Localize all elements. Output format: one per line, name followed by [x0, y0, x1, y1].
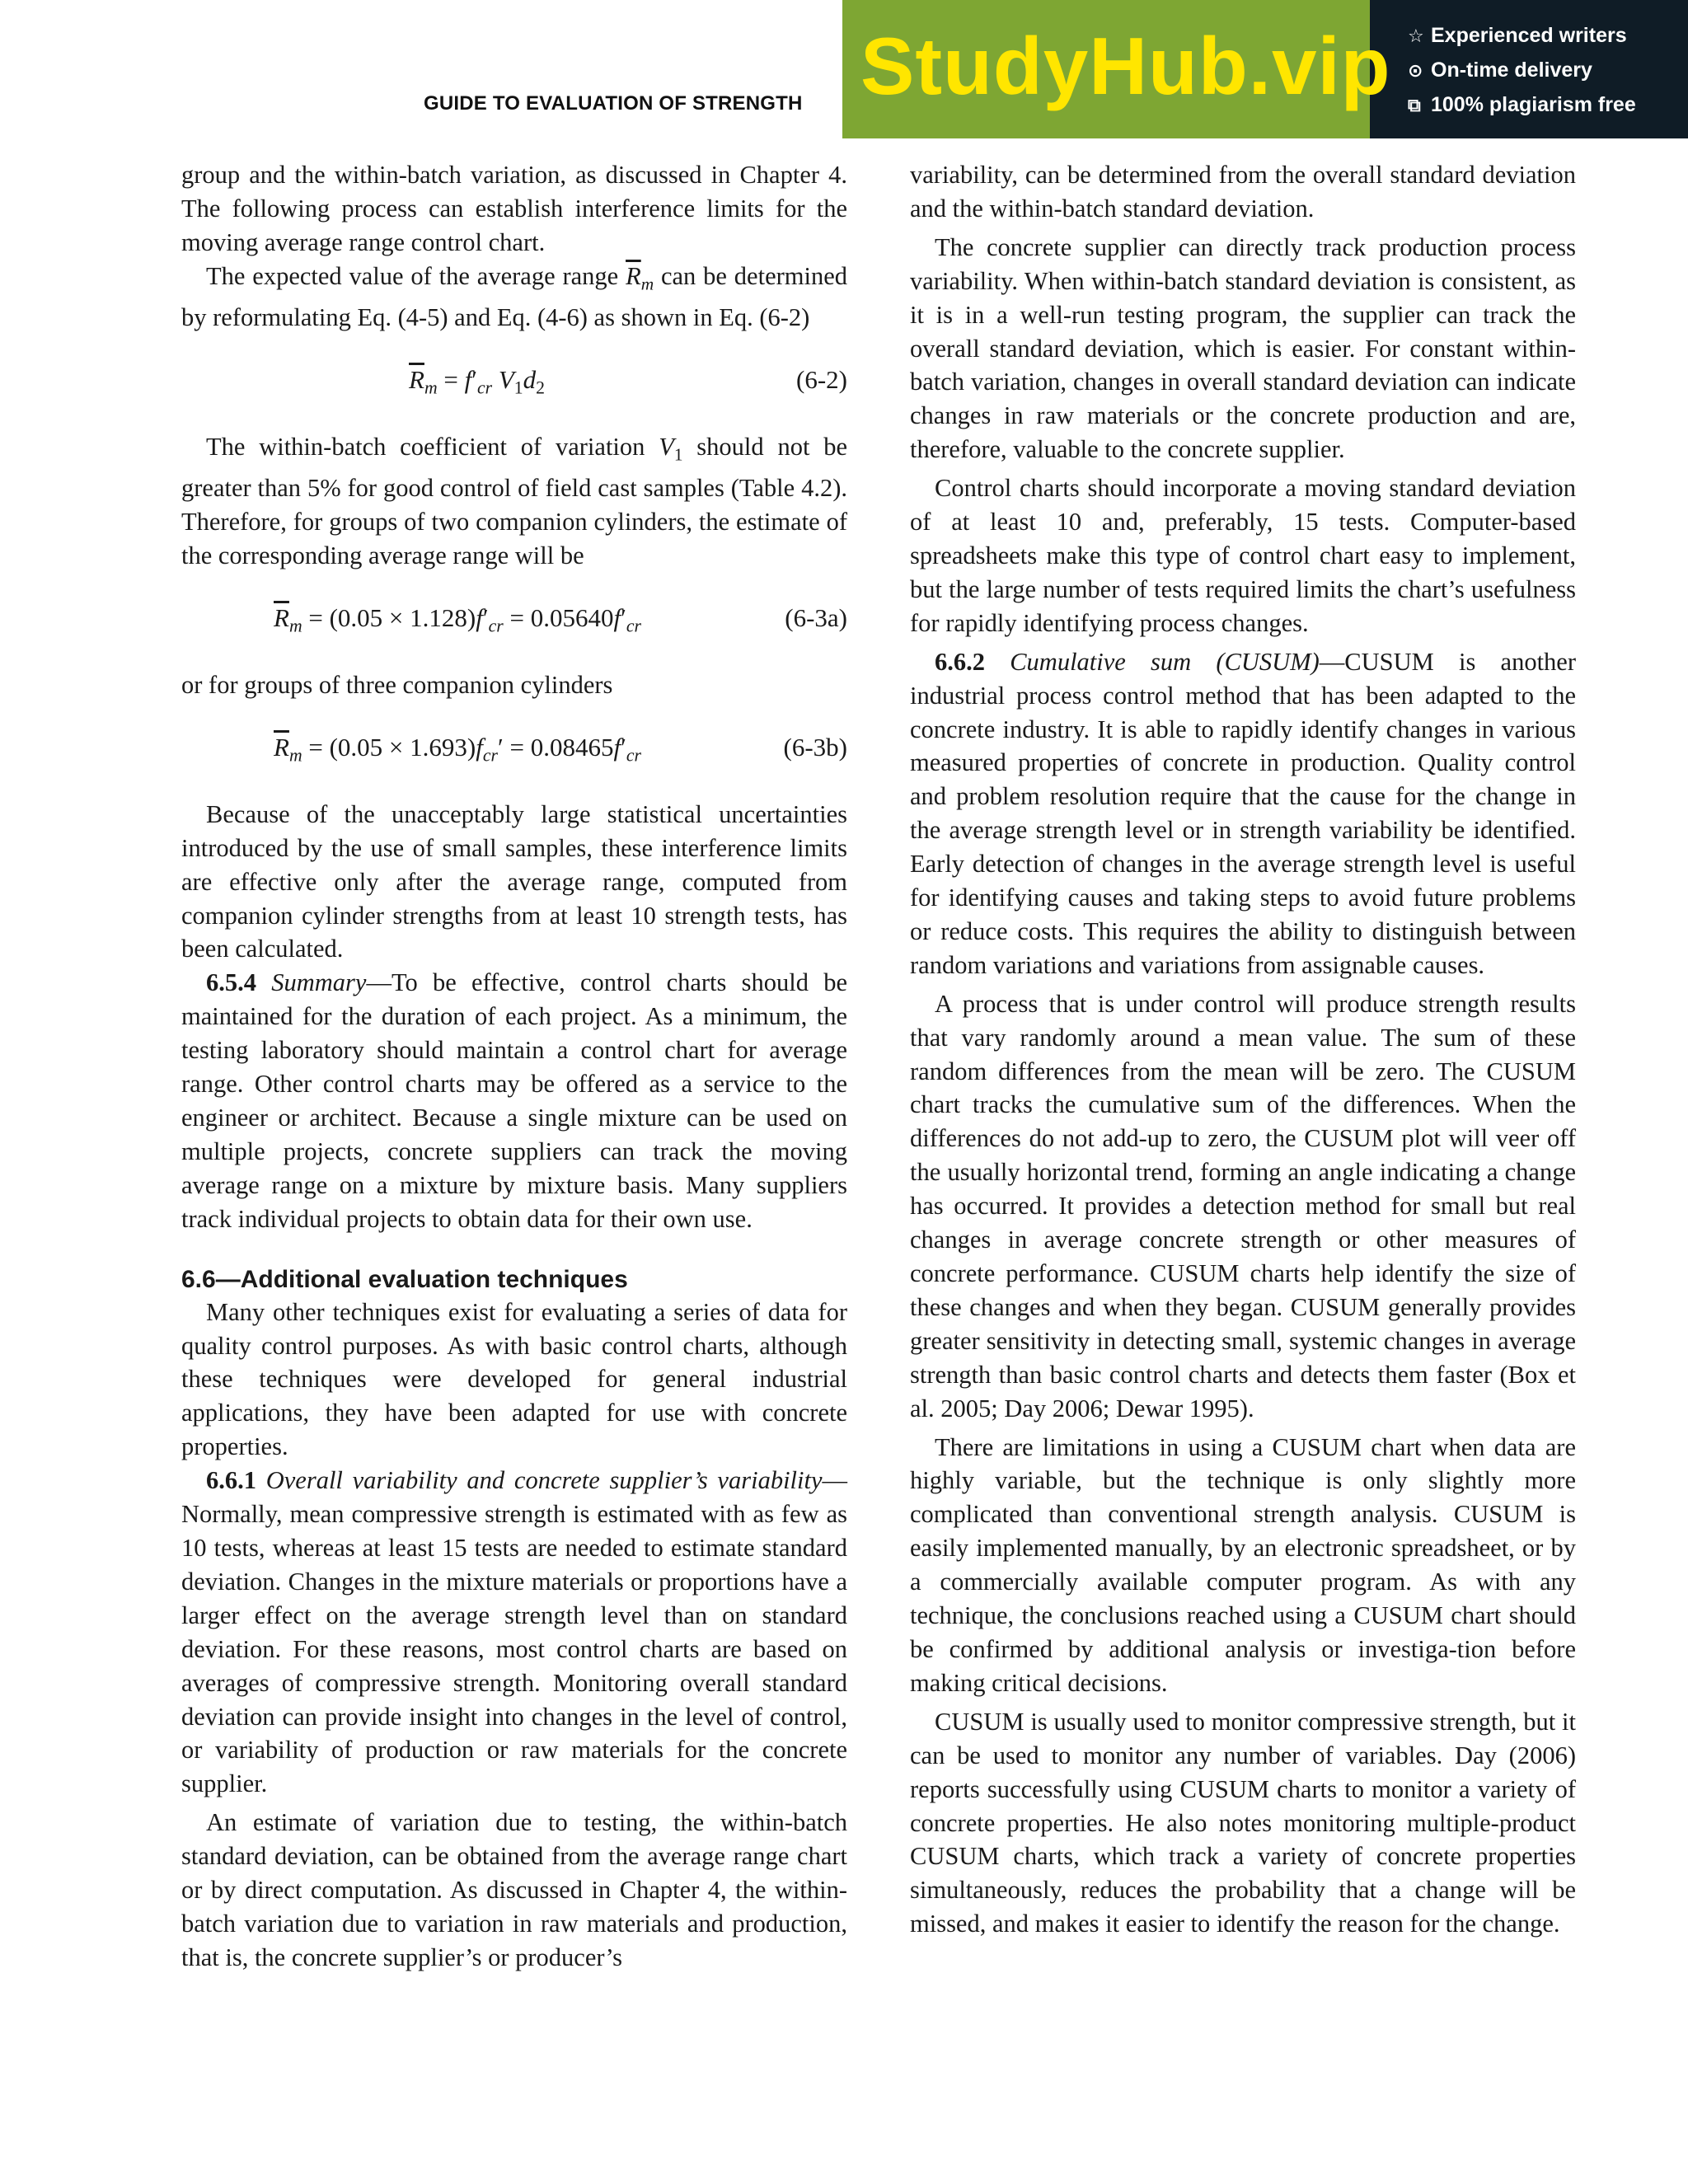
paragraph: Many other techniques exist for evaluating a series of data for quality control purposes. As with basic control charts, although these techniques were developed for general industrial applications, they have been adapted for use with concrete properties. — [181, 1297, 847, 1461]
banner-feature-label: On-time delivery — [1431, 59, 1592, 82]
equation-6-3a: $\overline{R}_m = (0.05 \times 1.128)f'_{cr} = 0.05640f'_{cr}$ (6-3a) — [181, 596, 847, 640]
paragraph: group and the within-batch variation, as discussed in Chapter 4. The following process can establish interference limits for the moving average range control chart. — [181, 161, 847, 256]
copy-icon: ⧉ — [1408, 95, 1421, 115]
paragraph: or for groups of three companion cylinders — [181, 670, 613, 699]
section-heading: 6.6—Additional evaluation techniques — [181, 1265, 628, 1293]
paragraph: 6.5.4 Summary—To be effective, control charts should be maintained for the duration of each project. As a minimum, the testing laboratory should maintain a control chart for average range. Other control charts may be offered as a service to the engineer or architect. Because a single mixture can be used on multiple projects, concrete suppliers can track the moving average range on a mixture by mixture basis. Many suppliers track individual projects to obtain data for their own use. — [181, 968, 848, 1233]
paragraph: A process that is under control will produce strength results that vary randomly around a mean value. The sum of these random differences from the mean will be zero. The CUSUM chart tracks the cumulative sum of the differences. When the differences do not add-up to zero, the CUSUM plot will veer off the usually horizontal trend, forming an angle indicating a change has occurred. It provides a detection method for small but real changes in average concrete strength or other measures of concrete performance. CUSUM charts help identify the size of these changes and when they began. CUSUM generally provides greater sensitivity in detecting small, systemic changes in average strength than basic control charts and detects them faster (Box et al. 2005; Day 2006; Dewar 1995). — [910, 989, 1576, 1422]
left-column — [181, 158, 847, 1975]
paragraph: An estimate of variation due to testing, the within-batch standard deviation, can be obtained from the average range chart or by direct computation. As discussed in Chapter 4, the within-batch variation due to variation in raw materials and production, that is, the concrete supplier’s or producer’s — [181, 1808, 847, 1971]
paragraph: The concrete supplier can directly track production process variability. When within-batch standard deviation is consistent, as it is in a well-run testing program, the supplier can track the overall standard deviation, which is easier. For constant within-batch variation, changes in overall standard deviation can indicate changes in raw materials or the concrete production and are, therefore, valuable to the concrete supplier. — [910, 232, 1576, 464]
paragraph: 6.6.1 Overall variability and concrete supplier’s variability—Normally, mean compressive strength is estimated with as few as 10 tests, whereas at least 15 tests are needed to estimate standard deviation. Changes in the mixture materials or proportions have a larger effect on the average strength level than on standard deviation. For these reasons, most control charts are based on averages of compressive strength. Monitoring overall standard deviation can provide insight into changes in the level of control, or variability of production or raw materials for the concrete supplier. — [181, 1466, 847, 1798]
star-icon: ☆ — [1408, 26, 1424, 46]
banner-logo-text: StudyHub.vip — [860, 21, 1391, 111]
banner-feature-label: 100% plagiarism free — [1431, 93, 1636, 116]
banner-feature — [1408, 53, 1680, 87]
banner-features — [1408, 18, 1680, 122]
banner-feature — [1408, 87, 1680, 122]
paragraph: Because of the unacceptably large statistical uncertainties introduced by the use of small samples, these interference limits are effective only after the average range, computed from companion cylinder strengths from at least 10 strength tests, has been calculated. — [181, 799, 847, 963]
equation-number: (6-2) — [796, 364, 847, 394]
paragraph: The expected value of the average range $\overline{R}_m$ can be determined by reformulating Eq. (4-5) and Eq. (4-6) as shown in Eq. (6-2) — [181, 261, 848, 332]
paragraph: There are limitations in using a CUSUM chart when data are highly variable, but the technique is only slightly more complicated than conventional strength analysis. CUSUM is easily implemented manually, by an electronic spreadsheet, or by a commercially available computer program. As with any technique, the conclusions reached using a CUSUM chart should be confirmed by additional analysis or investiga-tion before making critical decisions. — [910, 1432, 1576, 1697]
paragraph: The within-batch coefficient of variation $V_1$ should not be greater than 5% for good control of field cast samples (Table 4.2). Therefore, for groups of two companion cylinders, the estimate of the corresponding average range will be — [181, 432, 848, 570]
paragraph: variability, can be determined from the overall standard deviation and the within-batch standard deviation. — [910, 161, 1576, 223]
paragraph: CUSUM is usually used to monitor compressive strength, but it can be used to monitor any number of variables. Day (2006) reports successfully using CUSUM charts to monitor a variety of concrete properties. He also notes monitoring multiple-product CUSUM charts, which track a variety of concrete properties simultaneously, reduces the probability that a change will be missed, and makes it easier to identify the reason for the change. — [910, 1707, 1576, 1938]
running-header: GUIDE TO EVALUATION OF STRENGTH — [424, 92, 803, 115]
ad-banner[interactable] — [842, 0, 1688, 138]
paragraph: 6.6.2 Cumulative sum (CUSUM)—CUSUM is another industrial process control method that has been adapted to the concrete industry. It is able to rapidly identify changes in various measured properties of concrete in production. Quality control and problem resolution require that the cause for the change in the average strength level or in strength variability be identified. Early detection of changes in the average strength level is useful for identifying causes and taking steps to avoid future problems or reduce costs. This requires the ability to distinguish between random variations and variations from assignable causes. — [910, 647, 1576, 979]
equation-number: (6-3b) — [783, 732, 847, 762]
equation-6-3b: $\overline{R}_m = (0.05 \times 1.693)f_{cr}' = 0.08465f'_{cr}$ (6-3b) — [181, 725, 847, 770]
banner-feature-label: Experienced writers — [1431, 24, 1627, 47]
clock-icon: ⊙ — [1408, 60, 1423, 81]
banner-logo[interactable] — [842, 0, 1391, 138]
banner-feature — [1408, 18, 1680, 53]
equation-6-2: $\overline{R}_m = f'_{cr}$ $V_1d_2$ (6-2) — [181, 358, 847, 402]
equation-number: (6-3a) — [785, 602, 847, 632]
paragraph: Control charts should incorporate a moving standard deviation of at least 10 and, preferably, 15 tests. Computer-based spreadsheets make this type of control chart easy to implement, but the large number of tests required limits the chart’s usefulness for rapidly identifying process changes. — [910, 474, 1576, 637]
right-column — [910, 158, 1576, 1941]
